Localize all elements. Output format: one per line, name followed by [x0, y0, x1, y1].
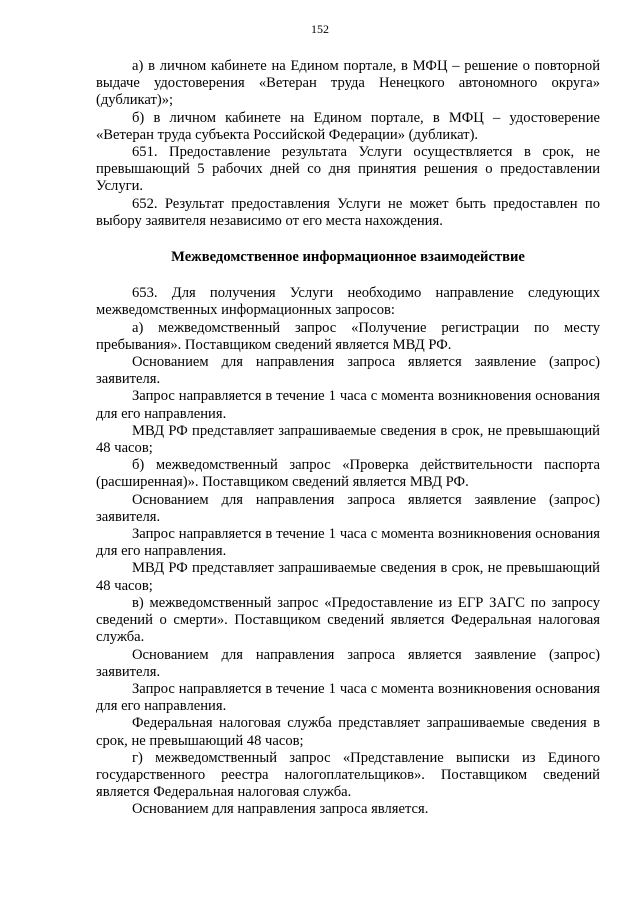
- paragraph-timing-v: Запрос направляется в течение 1 часа с момента возникновения основания для его направления.: [96, 680, 600, 715]
- paragraph-item-b-result: б) в личном кабинете на Едином портале, в МФЦ – удостоверение «Ветеран труда субъекта Российской Федерации» (дубликат).: [96, 109, 600, 143]
- paragraph-651: 651. Предоставление результата Услуги осуществляется в срок, не превышающий 5 рабочих дней со дня принятия решения о предоставлении Услуги.: [96, 144, 600, 195]
- paragraph-timing-a: Запрос направляется в течение 1 часа с момента возникновения основания для его направления.: [96, 388, 600, 422]
- paragraph-deadline-v: Федеральная налоговая служба представляет запрашиваемые сведения в срок, не превышающий 48 часов;: [96, 715, 600, 749]
- paragraph-item-a-result: а) в личном кабинете на Едином портале, в МФЦ – решение о повторной выдаче удостоверения «Ветеран труда Ненецкого автономного округа» (дубликат)»;: [96, 58, 600, 109]
- page-number: 152: [311, 22, 329, 36]
- paragraph-request-g: г) межведомственный запрос «Представление выписки из Единого государственного реестра налогоплательщиков». Поставщиком сведений является Федеральная налоговая служба.: [96, 749, 600, 801]
- paragraph-deadline-b: МВД РФ представляет запрашиваемые сведения в срок, не превышающий 48 часов;: [96, 560, 600, 594]
- paragraph-request-a: а) межведомственный запрос «Получение регистрации по месту пребывания». Поставщиком сведений является МВД РФ.: [96, 319, 600, 353]
- paragraph-basis-g: Основанием для направления запроса является.: [132, 801, 429, 818]
- paragraph-request-b: б) межведомственный запрос «Проверка действительности паспорта (расширенная)». Поставщиком сведений является МВД РФ.: [96, 457, 600, 491]
- paragraph-deadline-a: МВД РФ представляет запрашиваемые сведения в срок, не превышающий 48 часов;: [96, 422, 600, 457]
- paragraph-request-v: в) межведомственный запрос «Предоставление из ЕГР ЗАГС по запросу сведений о смерти». Поставщиком сведений является Федеральная налоговая служба.: [96, 594, 600, 646]
- paragraph-basis-b: Основанием для направления запроса является заявление (запрос) заявителя.: [96, 491, 600, 525]
- paragraph-timing-b: Запрос направляется в течение 1 часа с момента возникновения основания для его направления.: [96, 526, 600, 560]
- paragraph-basis-v: Основанием для направления запроса является заявление (запрос) заявителя.: [96, 646, 600, 680]
- paragraph-653: 653. Для получения Услуги необходимо направление следующих межведомственных информационных запросов:: [96, 285, 600, 319]
- paragraph-652: 652. Результат предоставления Услуги не может быть предоставлен по выбору заявителя независимо от его места нахождения.: [96, 195, 600, 229]
- paragraph-basis-a: Основанием для направления запроса является заявление (запрос) заявителя.: [96, 354, 600, 388]
- section-heading: Межведомственное информационное взаимодействие: [171, 249, 525, 266]
- document-body: [96, 58, 600, 819]
